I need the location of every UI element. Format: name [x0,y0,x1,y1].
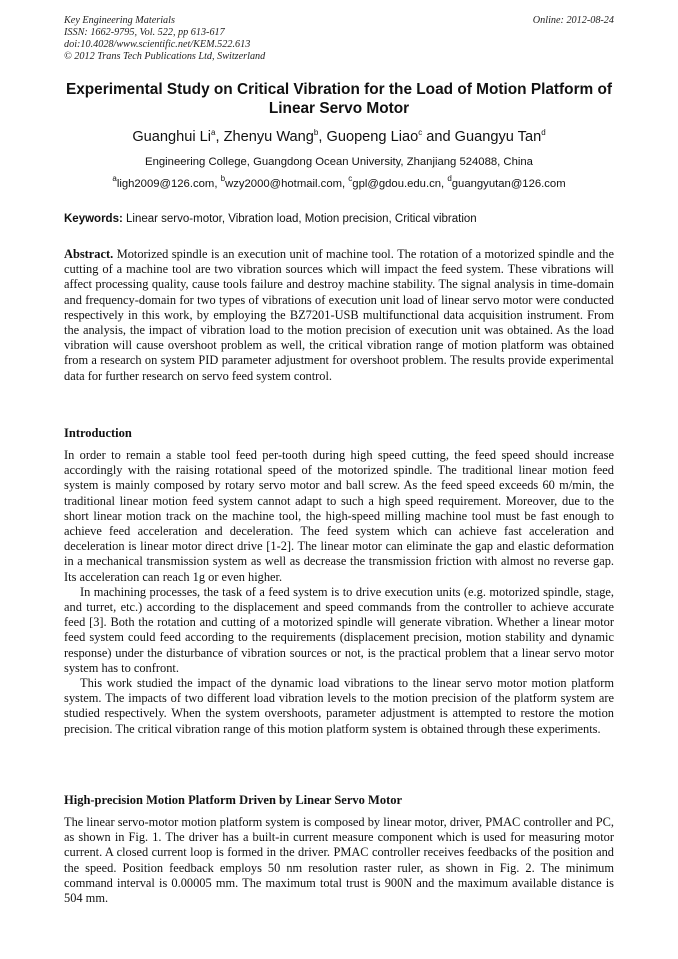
journal-name: Key Engineering Materials [64,15,175,26]
author-list [64,128,614,146]
paragraph: In order to remain a stable tool feed per-tooth during high speed cutting, the feed speed should increase accordingly with the raising rotational speed of the motorized spindle. The traditional linear motion feed system is mainly composed by rotary servo motor and ball screw. As the feed speed exceeds 60 m/min, the traditional linear motion feed system cannot adapt to such a high speed requirement. Moreover, due to the short linear motion track on the machine tool, the high-speed milling machine tool must be fast enough to achieve feed acceleration and deceleration. The feed system which can achieve fast acceleration and deceleration is linear motor direct drive [1-2]. The linear motor can eliminate the gap and elastic deformation in a mechanical transmission system as well as decrease the transmission friction with almost no reverse gap. Its acceleration can reach 1g or even higher. [64,448,614,584]
abstract [64,247,614,384]
keywords-label: Keywords: [64,213,123,225]
paragraph: This work studied the impact of the dynamic load vibrations to the linear servo motor motion platform system. The impacts of two different load vibration levels to the motion precision of the platform system are studied respectively. When the system overshoots, parameter adjustment is attempted to restore the motion precision. The critical vibration range of this motion platform system is obtained through these experiments. [64,676,614,736]
abstract-text: Motorized spindle is an execution unit of machine tool. The rotation of a motorized spindle and the cutting of a machine tool are two vibration sources which will impact the feed system. These vibrations will affect processing quality, cause tools failure and destroy machine stability. The signal analysis in time-domain and frequency-domain for two types of vibrations of execution unit load of linear servo motor were conducted respectively in this work, by employing the BZ7201-USB multifunctional data acquisition instrument. From the analysis, the impact of vibration load to the motion precision of execution unit was obtained. As the load vibration will cause overshoot problem as well, the critical vibration range of motion platform was obtained from a research on system PID parameter adjustment for overshoot problem. The results provide experimental data for further research on servo feed system control. [64,247,614,383]
author: Guangyu Tan$^d$ [454,128,546,145]
copyright-line: © 2012 Trans Tech Publications Ltd, Switzerland [64,51,266,62]
paragraph: The linear servo-motor motion platform system is composed by linear motor, driver, PMAC controller and PC, as shown in Fig. 1. The driver has a built-in current measure component which is used for measuring motor current. A closed current loop is formed in the driver. PMAC controller receives feedbacks of the position and the speed. Position feedback employs 50 nm resolution raster ruler, as shown in Fig. 2. The minimum command interval is 0.00005 mm. The maximum total trust is 900N and the maximum available distance is 504 mm. [64,815,614,906]
abstract-label: Abstract. [64,247,114,261]
introduction-body [64,448,614,737]
author: Guanghui Li$^a$, [132,128,224,145]
paragraph: In machining processes, the task of a feed system is to drive execution units (e.g. motorized spindle, stage, and turret, etc.) according to the displacement and speed commands from the controller to achieve accurate feed [3]. Both the rotation and cutting of a motorized spindle will generate vibration. Whether a linear motor feed system could feed according to the requirements (displacement precision, motion stability and dynamic response) under the disturbance of vibration sources or not, is the practical problem that a linear servo motor system has to confront. [64,584,614,675]
email: $^b$wzy2000@hotmail.com, [220,174,349,190]
affiliation: Engineering College, Guangdong Ocean University, Zhanjiang 524088, China [145,156,533,168]
online-date: Online: 2012-08-24 [532,15,614,26]
publication-header [64,15,265,63]
email: $^a$ligh2009@126.com, [112,174,221,190]
introduction-heading: Introduction [64,426,132,440]
issn-line: ISSN: 1662-9795, Vol. 522, pp 613-617 [64,27,225,38]
keywords-text: Linear servo-motor, Vibration load, Motion precision, Critical vibration [126,213,477,225]
email: $^d$guangyutan@126.com [447,174,566,190]
email: $^c$gpl@gdou.edu.cn, [348,174,448,190]
email-list [64,174,614,191]
doi-line: doi:10.4028/www.scientific.net/KEM.522.613 [64,39,251,50]
keywords [64,212,614,226]
paper-title: Experimental Study on Critical Vibration for the Load of Motion Platform of Linear Servo Motor [65,81,613,117]
author: Zhenyu Wang$^b$, [223,128,327,145]
author: Guopeng Liao$^c$ and [326,128,455,145]
section-body [64,815,614,906]
section-heading: High-precision Motion Platform Driven by Linear Servo Motor [64,793,403,807]
